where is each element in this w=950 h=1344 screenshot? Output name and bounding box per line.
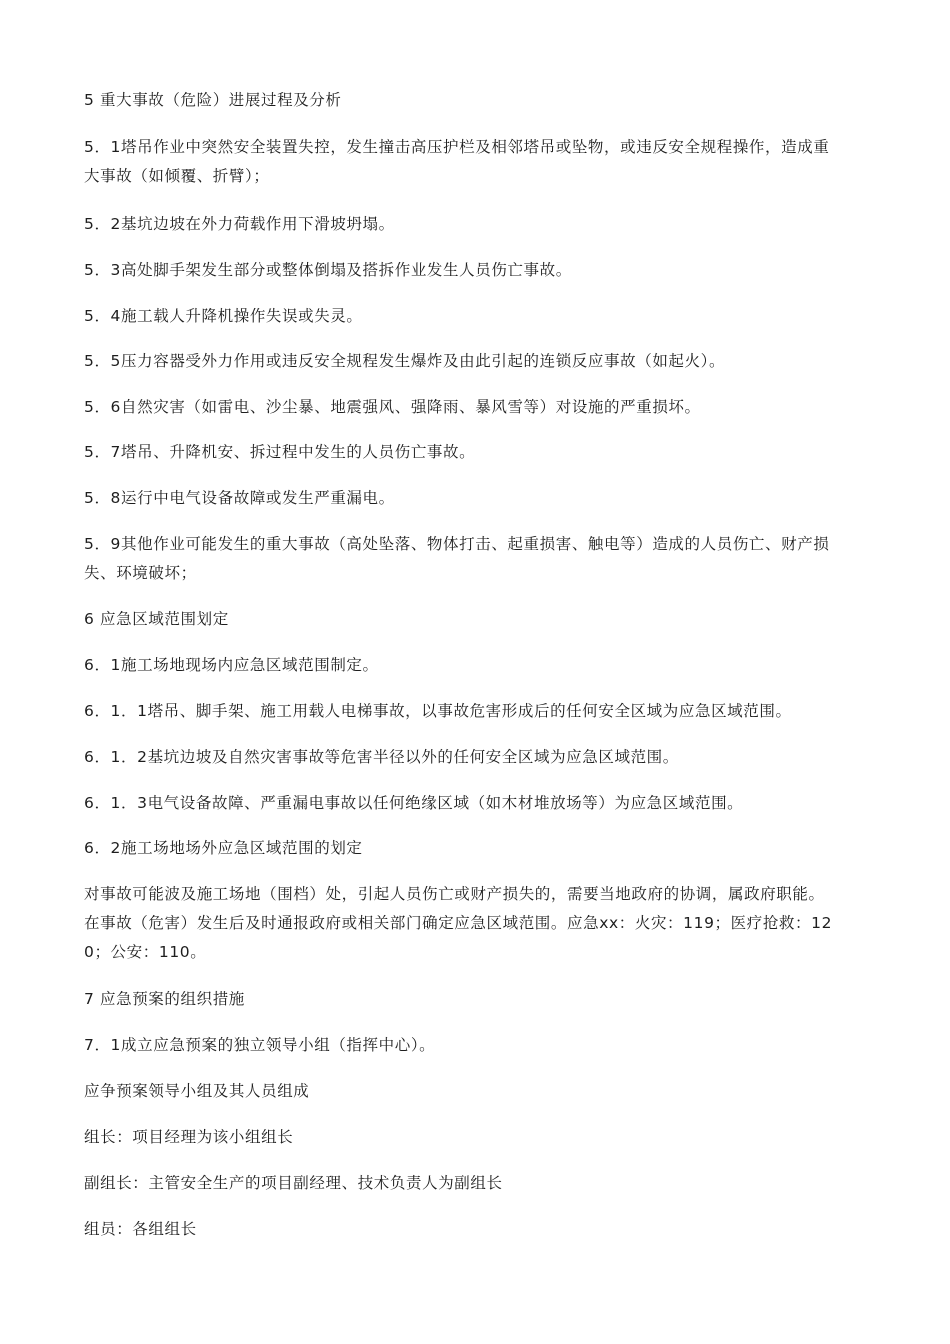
team-members-line: 组员：各组组长 (84, 1220, 197, 1238)
section-5-heading: 5 重大事故（危险）进展过程及分析 (84, 91, 342, 109)
section-7-heading: 7 应急预案的组织措施 (84, 990, 245, 1008)
deputy-leader-line: 副组长：主管安全生产的项目副经理、技术负责人为副组长 (84, 1174, 503, 1192)
paragraph-5-3: 5．3高处脚手架发生部分或整体倒塌及搭拆作业发生人员伤亡事故。 (84, 261, 572, 279)
paragraph-5-2: 5．2基坑边坡在外力荷载作用下滑坡坍塌。 (84, 215, 395, 233)
paragraph-6-1-1: 6．1．1塔吊、脚手架、施工用载人电梯事故，以事故危害形成后的任何安全区域为应急区域范围。 (84, 702, 792, 720)
team-composition-heading: 应争预案领导小组及其人员组成 (84, 1082, 310, 1100)
paragraph-6-2-body: 对事故可能波及施工场地（围档）处，引起人员伤亡或财产损失的，需要当地政府的协调，属政府职能。在事故（危害）发生后及时通报政府或相关部门确定应急区域范围。应急xx：火灾：119；医疗抢救：120；公安：110。 (84, 885, 833, 961)
paragraph-5-6: 5．6自然灾害（如雷电、沙尘暴、地震强风、强降雨、暴风雪等）对设施的严重损坏。 (84, 398, 701, 416)
paragraph-5-8: 5．8运行中电气设备故障或发生严重漏电。 (84, 489, 395, 507)
paragraph-5-1: 5．1塔吊作业中突然安全装置失控，发生撞击高压护栏及相邻塔吊或坠物，或违反安全规程操作，造成重大事故（如倾覆、折臂）； (84, 138, 830, 185)
paragraph-5-5: 5．5压力容器受外力作用或违反安全规程发生爆炸及由此引起的连锁反应事故（如起火）。 (84, 352, 726, 370)
paragraph-5-4: 5．4施工载人升降机操作失误或失灵。 (84, 307, 363, 325)
paragraph-6-1-2: 6．1．2基坑边坡及自然灾害事故等危害半径以外的任何安全区域为应急区域范围。 (84, 748, 679, 766)
section-6-heading: 6 应急区域范围划定 (84, 610, 229, 628)
paragraph-5-7: 5．7塔吊、升降机安、拆过程中发生的人员伤亡事故。 (84, 443, 476, 461)
paragraph-7-1: 7．1成立应急预案的独立领导小组（指挥中心）。 (84, 1036, 436, 1054)
paragraph-6-1-3: 6．1．3电气设备故障、严重漏电事故以任何绝缘区域（如木材堆放场等）为应急区域范围。 (84, 794, 744, 812)
paragraph-5-9: 5．9其他作业可能发生的重大事故（高处坠落、物体打击、起重损害、触电等）造成的人员伤亡、财产损失、环境破坏； (84, 535, 830, 582)
paragraph-6-1: 6．1施工场地现场内应急区域范围制定。 (84, 656, 379, 674)
paragraph-6-2: 6．2施工场地场外应急区域范围的划定 (84, 839, 363, 857)
team-leader-line: 组长：项目经理为该小组组长 (84, 1128, 294, 1146)
